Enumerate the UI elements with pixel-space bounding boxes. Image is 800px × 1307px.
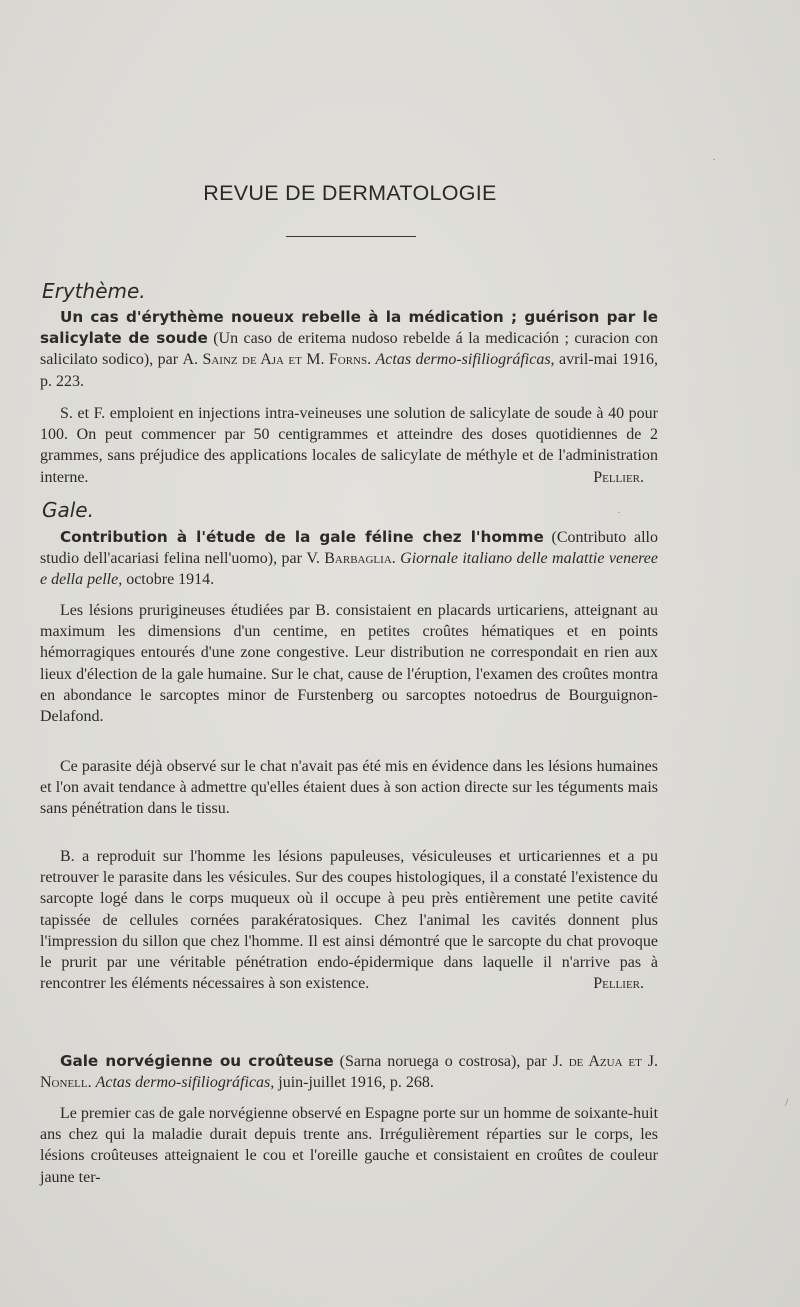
- title-rule: [286, 236, 416, 237]
- section-heading-erytheme: Erythème.: [42, 279, 146, 303]
- entry-title: Un cas d'érythème noueux rebelle à la médication ; guérison par le salicylate de soude: [40, 308, 658, 348]
- entry-title: Gale norvégienne ou croûteuse: [60, 1052, 334, 1070]
- entry-reference: (Un caso de eritema nudoso rebelde á la medicación ; curacion con salicilato sodico), par: [40, 330, 658, 369]
- entry-paragraph: Les lésions prurigineuses étudiées par B. consistaient en placards urticariens, atteignant au maximum les dimensions d'un centime, en petites croûtes hématiques et en points hémorragiques entourés d'une zone congestive. Leur distribution ne correspondait en rien aux lieux d'élection de la gale humaine. Sur le chat, cause de l'éruption, l'examen des croûtes montra en abondance le sarcoptes minor de Furstenberg ou sarcoptes notoedrus de Bourguignon-Delafond.: [40, 602, 658, 726]
- entry-journal: Actas dermo-sifiliográficas,: [95, 1074, 275, 1092]
- paper-speck: /: [785, 1095, 789, 1109]
- signature: Pellier.: [593, 975, 644, 993]
- entry-authors: V. Barbaglia.: [306, 550, 396, 568]
- paper-speck: ·: [712, 152, 716, 166]
- entry-authors: J. de Azua et J. Nonell.: [40, 1053, 658, 1092]
- entry-reference: (Contributo allo studio dell'acariasi felina nell'uomo), par: [40, 529, 658, 568]
- entry-gale-feline: [40, 527, 658, 591]
- entry-authors: A. Sainz de Aja et M. Forns.: [182, 351, 372, 369]
- entry-date: avril-mai 1916, p. 223.: [40, 351, 659, 390]
- entry-date: octobre 1914.: [122, 571, 215, 589]
- entry-title: Contribution à l'étude de la gale féline chez l'homme: [60, 528, 544, 546]
- entry-journal: Actas dermo-sifiliográficas,: [375, 351, 555, 369]
- signature: Pellier.: [593, 468, 644, 486]
- entry-paragraph: S. et F. emploient en injections intra-veineuses une solution de salicylate de soude à 40 pour 100. On peut commencer par 50 centigrammes et atteindre des doses quotidiennes de 2 grammes, sans préjudice des applications locales de salicylate de méthyle et de l'administration interne. Pellier.: [40, 403, 658, 488]
- running-title: REVUE DE DERMATOLOGIE: [203, 181, 497, 205]
- entry-paragraph: Le premier cas de gale norvégienne observé en Espagne porte sur un homme de soixante-huit ans chez qui la maladie durait depuis trente ans. Irrégulièrement réparties sur le corps, les lésions croûteuses atteignaient le cou et l'oreille gauche et consistaient en croûtes de couleur jaune ter-: [40, 1105, 659, 1186]
- entry-journal: Giornale italiano delle malattie veneree e della pelle,: [40, 550, 659, 589]
- entry-reference: (Sarna noruega o costrosa), par: [333, 1053, 553, 1070]
- entry-gale-norvegienne: [40, 1051, 658, 1093]
- paper-speck: ·: [617, 505, 621, 519]
- entry-paragraph: Ce parasite déjà observé sur le chat n'avait pas été mis en évidence dans les lésions humaines et l'on avait tendance à admettre qu'elles étaient dues à son action directe sur les téguments mais sans pénétration dans le tissu.: [40, 758, 658, 818]
- entry-date: juin-juillet 1916, p. 268.: [274, 1074, 434, 1092]
- entry-paragraph: B. a reproduit sur l'homme les lésions papuleuses, vésiculeuses et urticariennes et a pu retrouver le parasite dans les vésicules. Sur des coupes histologiques, il a constaté l'existence du sarcopte logé dans le corps muqueux où il occupe à peu près entièrement une petite cavité tapissée de cellules cornées parakératosiques. Chez l'animal les cavités donnent plus l'impression du sillon que chez l'homme. Il est ainsi démontré que le sarcopte du chat provoque le prurit par une véritable pénétration endo-épidermique dans laquelle il n'arrive pas à rencontrer les éléments nécessaires à son existence. Pellier.: [40, 846, 658, 994]
- entry-erytheme-noueux: [40, 307, 658, 392]
- section-heading-gale: Gale.: [42, 498, 94, 522]
